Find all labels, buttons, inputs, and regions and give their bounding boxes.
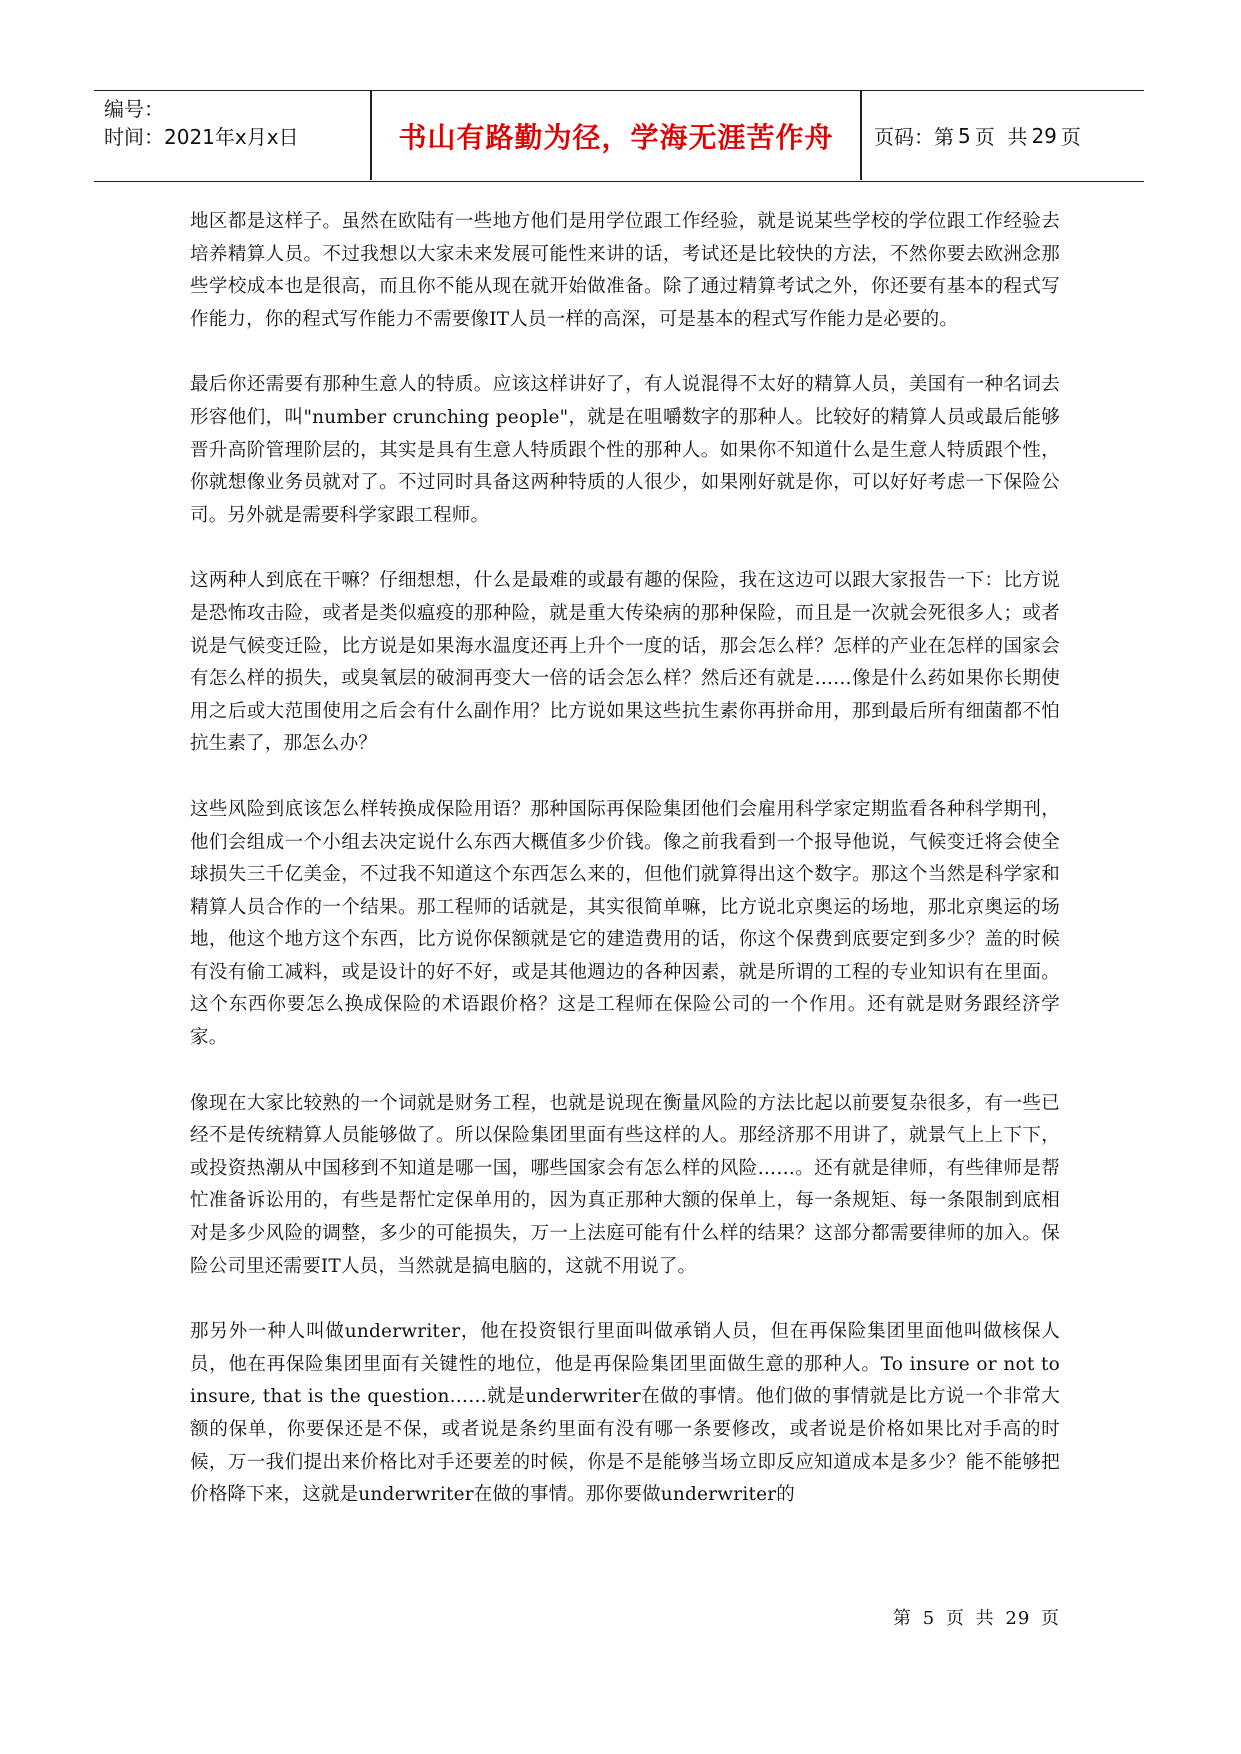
page-prefix: 页码：第 xyxy=(874,125,954,149)
paragraph: 那另外一种人叫做underwriter，他在投资银行里面叫做承销人员，但在再保险集团里面他叫做核保人员，他在再保险集团里面有关键性的地位，他是再保险集团里面做生意的那种人。To insure or not to insure, that is the question……就是underwriter在做的事情。他们做的事情就是比方说一个非常大额的保单，你要保还是不保，或者说是条约里面有没有哪一条要修改，或者说是价格如果比对手高的时候，万一我们提出来价格比对手还要差的时候，你是不是能够当场立即反应知道成本是多少？能不能够把价格降下来，这就是underwriter在做的事情。那你要做underwriter的 xyxy=(190,1321,1060,1506)
header-motto: 书山有路勤为径，学海无涯苦作舟 xyxy=(398,120,834,154)
paragraph: 地区都是这样子。虽然在欧陆有一些地方他们是用学位跟工作经验，就是说某些学校的学位跟工作经验去培养精算人员。不过我想以大家未来发展可能性来讲的话，考试还是比较快的方法，不然你要去欧洲念那些学校成本也是很高，而且你不能从现在就开始做准备。除了通过精算考试之外，你还要有基本的程式写作能力，你的程式写作能力不需要像IT人员一样的高深，可是基本的程式写作能力是必要的。 xyxy=(190,211,1060,330)
page-header xyxy=(94,90,1144,182)
serial-number-label: 编号： xyxy=(104,97,164,121)
page-footer: 第 5 页 共 29 页 xyxy=(893,1608,1060,1629)
page-suffix: 页 xyxy=(1060,125,1081,149)
paragraph: 这些风险到底该怎么样转换成保险用语？那种国际再保险集团他们会雇用科学家定期监看各种科学期刊，他们会组成一个小组去决定说什么东西大概值多少价钱。像之前我看到一个报导他说，气候变迁将会使全球损失三千亿美金，不过我不知道这个东西怎么来的，但他们就算得出这个数字。那这个当然是科学家和精算人员合作的一个结果。那工程师的话就是，其实很简单嘛，比方说北京奥运的场地，那北京奥运的场地，他这个地方这个东西，比方说你保额就是它的建造费用的话，你这个保费到底要定到多少？盖的时候有没有偷工减料，或是设计的好不好，或是其他週边的各种因素，就是所谓的工程的专业知识有在里面。这个东西你要怎么换成保险的术语跟价格？这是工程师在保险公司的一个作用。还有就是财务跟经济学家。 xyxy=(190,798,1060,1049)
page-mid: 页 共 xyxy=(974,125,1028,149)
header-divider xyxy=(860,91,862,180)
paragraph: 这两种人到底在干嘛？仔细想想，什么是最难的或最有趣的保险，我在这边可以跟大家报告一下：比方说是恐怖攻击险，或者是类似瘟疫的那种险，就是重大传染病的那种保险，而且是一次就会死很多人；或者说是气候变迁险，比方说是如果海水温度还再上升个一度的话，那会怎么样？怎样的产业在怎样的国家会有怎么样的损失，或臭氧层的破洞再变大一倍的话会怎么样？然后还有就是……像是什么药如果你长期使用之后或大范围使用之后会有什么副作用？比方说如果这些抗生素你再拼命用，那到最后所有细菌都不怕抗生素了，那怎么办？ xyxy=(190,570,1060,755)
paragraph: 最后你还需要有那种生意人的特质。应该这样讲好了，有人说混得不太好的精算人员，美国有一种名词去形容他们，叫"number crunching people"，就是在咀嚼数字的那种人。比较好的精算人员或最后能够晋升高阶管理阶层的，其实是具有生意人特质跟个性的那种人。如果你不知道什么是生意人特质跟个性，你就想像业务员就对了。不过同时具备这两种特质的人很少，如果刚好就是你，可以好好考虑一下保险公司。另外就是需要科学家跟工程师。 xyxy=(190,374,1060,526)
date-label: 时间：2021年x月x日 xyxy=(104,125,299,149)
header-page-number xyxy=(874,91,1144,180)
header-divider xyxy=(370,91,372,180)
page-current: 5 xyxy=(958,123,971,148)
paragraph: 像现在大家比较熟的一个词就是财务工程，也就是说现在衡量风险的方法比起以前要复杂很多，有一些已经不是传统精算人员能够做了。所以保险集团里面有些这样的人。那经济那不用讲了，就景气上上下下，或投资热潮从中国移到不知道是哪一国，哪些国家会有怎么样的风险……。还有就是律师，有些律师是帮忙准备诉讼用的，有些是帮忙定保单用的，因为真正那种大额的保单上，每一条规矩、每一条限制到底相对是多少风险的调整，多少的可能损失，万一上法庭可能有什么样的结果？这部分都需要律师的加入。保险公司里还需要IT人员，当然就是搞电脑的，这就不用说了。 xyxy=(190,1092,1060,1277)
document-body xyxy=(190,206,1060,1545)
header-meta xyxy=(104,95,364,179)
page-total: 29 xyxy=(1031,123,1057,148)
